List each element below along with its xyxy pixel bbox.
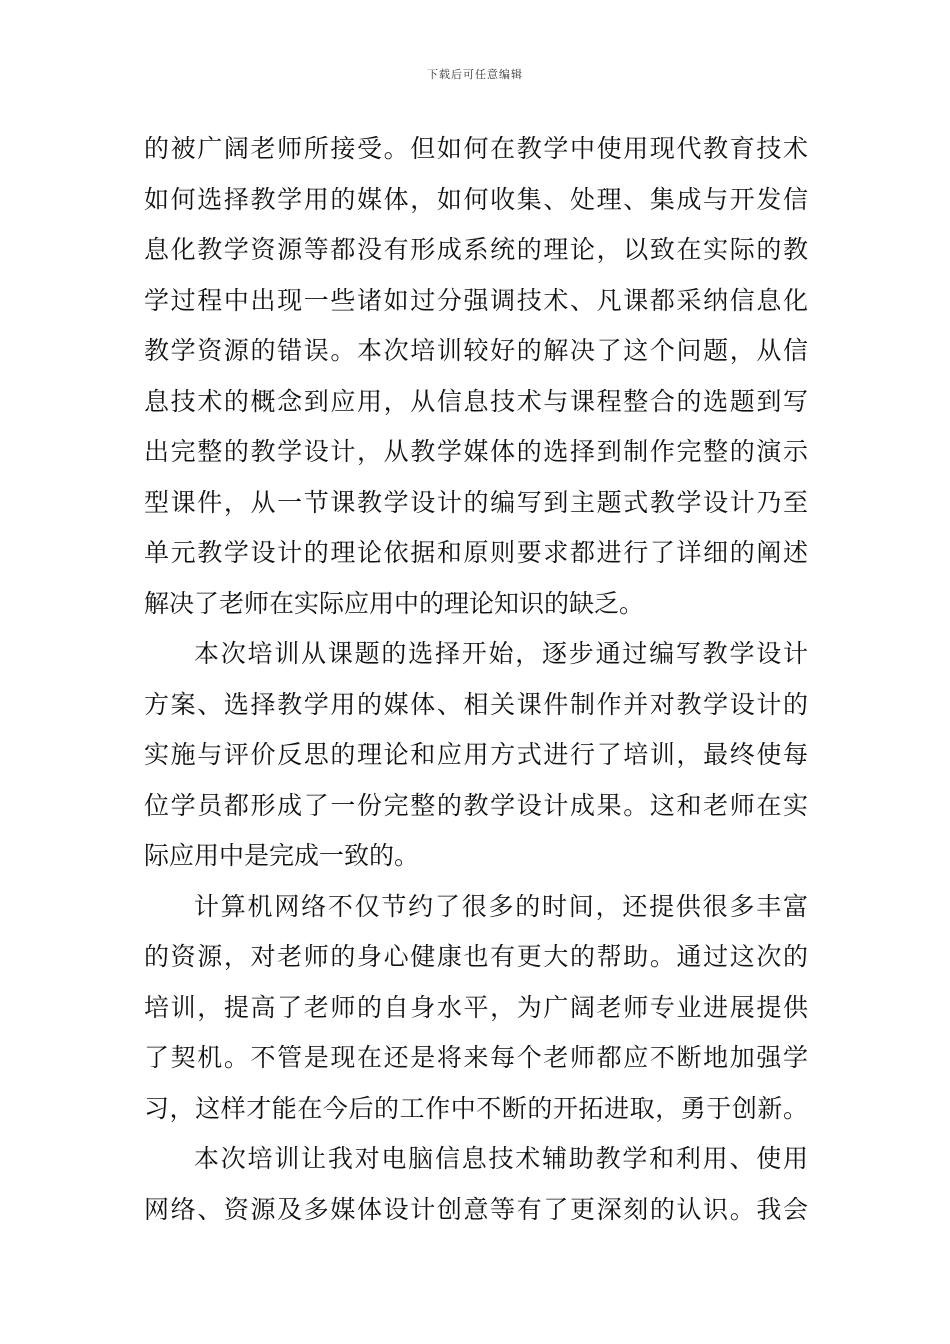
page-header: 下载后可任意编辑: [427, 68, 523, 81]
paragraph-3: [144, 882, 808, 1135]
text-line: 培训，提高了老师的自身水平，为广阔老师专业进展提供: [144, 992, 808, 1022]
paragraph-4: [144, 1134, 808, 1235]
text-line: 位学员都形成了一份完整的教学设计成果。这和老师在实: [144, 790, 808, 820]
text-line: 如何选择教学用的媒体，如何收集、处理、集成与开发信: [144, 184, 808, 214]
text-line: 型课件，从一节课教学设计的编写到主题式教学设计乃至: [144, 487, 808, 517]
text-line: 本次培训从课题的选择开始，逐步通过编写教学设计: [194, 639, 808, 668]
text-line: 学过程中出现一些诸如过分强调技术、凡课都采纳信息化: [144, 285, 808, 315]
text-line: 方案、选择教学用的媒体、相关课件制作并对教学设计的: [144, 689, 808, 719]
text-line: 网络、资源及多媒体设计创意等有了更深刻的认识。我会: [144, 1194, 808, 1224]
document-body: [144, 124, 808, 1235]
text-line: 际应用中是完成一致的。: [144, 841, 420, 870]
text-line: 计算机网络不仅节约了很多的时间，还提供很多丰富: [194, 891, 808, 921]
text-line: 了契机。不管是现在还是将来每个老师都应不断地加强学: [144, 1043, 808, 1072]
text-line: 出完整的教学设计，从教学媒体的选择到制作完整的演示: [144, 437, 808, 466]
text-line: 息技术的概念到应用，从信息技术与课程整合的选题到写: [144, 386, 808, 416]
text-line: 习，这样才能在今后的工作中不断的开拓进取，勇于创新。: [144, 1093, 808, 1123]
text-line: 实施与评价反思的理论和应用方式进行了培训，最终使每: [144, 740, 808, 769]
text-line: 教学资源的错误。本次培训较好的解决了这个问题，从信: [144, 336, 808, 365]
paragraph-2: [144, 629, 808, 882]
text-line: 的资源，对老师的身心健康也有更大的帮助。通过这次的: [144, 942, 808, 971]
text-line: 单元教学设计的理论依据和原则要求都进行了详细的阐述: [144, 538, 808, 567]
text-line: 的被广阔老师所接受。但如何在教学中使用现代教育技术: [144, 134, 808, 163]
text-line: 解决了老师在实际应用中的理论知识的缺乏。: [144, 588, 645, 618]
text-line: 息化教学资源等都没有形成系统的理论，以致在实际的教: [144, 235, 808, 264]
text-line: 本次培训让我对电脑信息技术辅助教学和利用、使用: [194, 1144, 808, 1173]
paragraph-1: [144, 124, 808, 629]
